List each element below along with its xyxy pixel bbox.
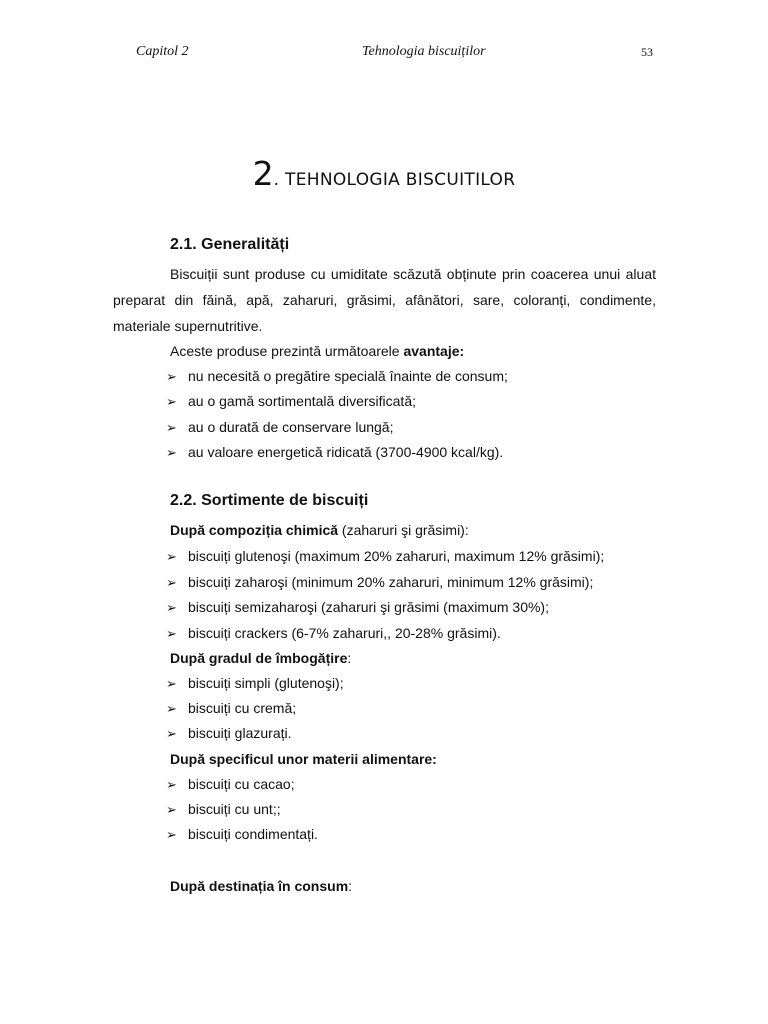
list-item-text: biscuiți cu cacao; [188, 776, 295, 792]
arrow-bullet-icon: ➢ [166, 369, 177, 384]
chapter-title-text: . TEHNOLOGIA BISCUITILOR [273, 170, 516, 190]
group-heading-bold: După gradul de îmbogățire [170, 650, 348, 666]
list-item [166, 367, 508, 386]
list-item [166, 699, 296, 718]
list-item-text: biscuiți crackers (6-7% zaharuri,, 20-28% grăsimi). [188, 625, 501, 641]
header-title: Tehnologia biscuiților [362, 44, 486, 59]
list-item-text: au o gamă sortimentală diversificată; [188, 393, 416, 409]
arrow-bullet-icon: ➢ [166, 626, 177, 641]
list-item-text: biscuiți glazurați. [188, 725, 292, 741]
advantages-intro-bold: avantaje: [403, 343, 465, 359]
list-item-text: biscuiți cu cremă; [188, 700, 297, 716]
group-heading-materii [170, 750, 437, 768]
list-item-text: biscuiți semizaharoşi (zaharuri şi grăsimi (maximum 30%); [188, 599, 549, 615]
list-item [166, 624, 501, 643]
arrow-bullet-icon: ➢ [166, 600, 177, 615]
list-item-text: biscuiți glutenoşi (maximum 20% zaharuri, maximum 12% grăsimi); [188, 548, 605, 564]
group-heading-bold: După compoziția chimică [170, 522, 339, 538]
arrow-bullet-icon: ➢ [166, 701, 177, 716]
list-item [166, 825, 318, 844]
list-item [166, 775, 295, 794]
group-heading-destinatie [170, 877, 352, 895]
arrow-bullet-icon: ➢ [166, 575, 177, 590]
list-item [166, 392, 416, 411]
list-item-text: biscuiți cu unt;; [188, 801, 281, 817]
arrow-bullet-icon: ➢ [166, 445, 177, 460]
list-item [166, 418, 393, 437]
arrow-bullet-icon: ➢ [166, 549, 177, 564]
group-heading-bold: După destinația în consum [170, 878, 349, 894]
arrow-bullet-icon: ➢ [166, 827, 177, 842]
group-heading-rest: : [347, 650, 352, 666]
arrow-bullet-icon: ➢ [166, 726, 177, 741]
list-item [166, 547, 604, 566]
arrow-bullet-icon: ➢ [166, 802, 177, 817]
page-number: 53 [641, 45, 653, 59]
list-item [166, 598, 549, 617]
chapter-title [0, 154, 768, 193]
arrow-bullet-icon: ➢ [166, 777, 177, 792]
group-heading-imbogatire [170, 649, 351, 667]
list-item [166, 573, 593, 592]
paragraph-generalitati: Biscuiții sunt produse cu umiditate scăzută obținute prin coacerea unui aluat preparat din făină, apă, zaharuri, grăsimi, afânători, sare, coloranți, condimente, materiale supernutritive. [113, 266, 656, 334]
list-item-text: biscuiți zaharoşi (minimum 20% zaharuri, minimum 12% grăsimi); [188, 574, 594, 590]
group-heading-compozitie [170, 521, 469, 539]
section-heading-generalitati: 2.1. Generalități [170, 236, 290, 253]
header-chapter: Capitol 2 [136, 44, 189, 59]
list-item [166, 800, 281, 819]
list-item-text: nu necesită o pregătire specială înainte de consum; [188, 368, 508, 384]
arrow-bullet-icon: ➢ [166, 420, 177, 435]
list-item-text: au valoare energetică ridicată (3700-4900 kcal/kg). [188, 444, 504, 460]
group-heading-rest: (zaharuri şi grăsimi): [338, 522, 469, 538]
list-item [166, 443, 503, 462]
arrow-bullet-icon: ➢ [166, 394, 177, 409]
advantages-intro [170, 342, 464, 360]
group-heading-bold: După specificul unor materii alimentare: [170, 751, 437, 767]
list-item [166, 674, 344, 693]
list-item-text: biscuiți simpli (glutenoşi); [188, 675, 344, 691]
arrow-bullet-icon: ➢ [166, 676, 177, 691]
group-heading-rest: : [348, 878, 353, 894]
chapter-number: 2 [252, 154, 274, 193]
list-item [166, 724, 292, 743]
list-item-text: biscuiți condimentați. [188, 826, 318, 842]
advantages-intro-text: Aceste produse prezintă următoarele [170, 343, 404, 359]
list-item-text: au o durată de conservare lungă; [188, 419, 394, 435]
section-heading-sortimente: 2.2. Sortimente de biscuiți [170, 492, 369, 509]
